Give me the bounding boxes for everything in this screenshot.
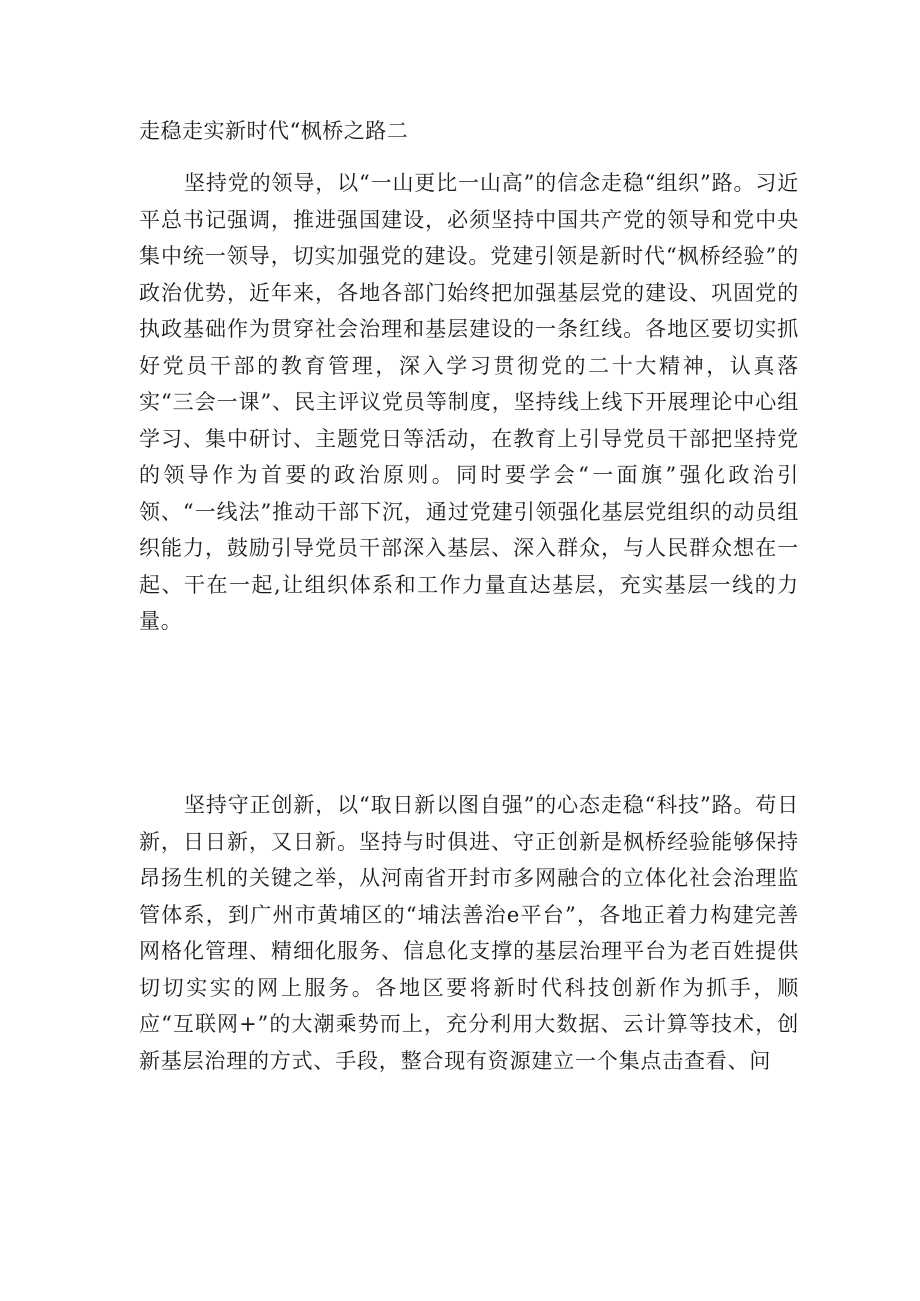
paragraph-technology: 坚持守正创新，以“取日新以图自强”的心态走稳“科技”路。苟日新，日日新，又日新。坚持与时俱进、守正创新是枫桥经验能够保持昂扬生机的关键之举，从河南省开封市多网融合的立体化社会治理监管体系，到广州市黄埔区的“埔法善治e平台”，各地正着力构建完善网格化管理、精细化服务、信息化支撑的基层治理平台为老百姓提供切切实实的网上服务。各地区要将新时代科技创新作为抓手，顺应“互联网+”的大潮乘势而上，充分利用大数据、云计算等技术，创新基层治理的方式、手段，整合现有资源建立一个集点击查看、问 [139,793,799,1073]
paragraph-organization: 坚持党的领导，以“一山更比一山高”的信念走稳“组织”路。习近平总书记强调，推进强国建设，必须坚持中国共产党的领导和党中央集中统一领导，切实加强党的建设。党建引领是新时代“枫桥经验”的政治优势，近年来，各地各部门始终把加强基层党的建设、巩固党的执政基础作为贯穿社会治理和基层建设的一条红线。各地区要切实抓好党员干部的教育管理，深入学习贯彻党的二十大精神，认真落实“三会一课”、民主评议党员等制度，坚持线上线下开展理论中心组学习、集中研讨、主题党日等活动，在教育上引导党员干部把坚持党的领导作为首要的政治原则。同时要学会“一面旗”强化政治引领、“一线法”推动干部下沉，通过党建引领强化基层党组织的动员组织能力，鼓励引导党员干部深入基层、深入群众，与人民群众想在一起、干在一起,让组织体系和工作力量直达基层，充实基层一线的力量。 [139,171,799,633]
document-title: 走稳走实新时代“枫桥之路二 [139,119,409,143]
